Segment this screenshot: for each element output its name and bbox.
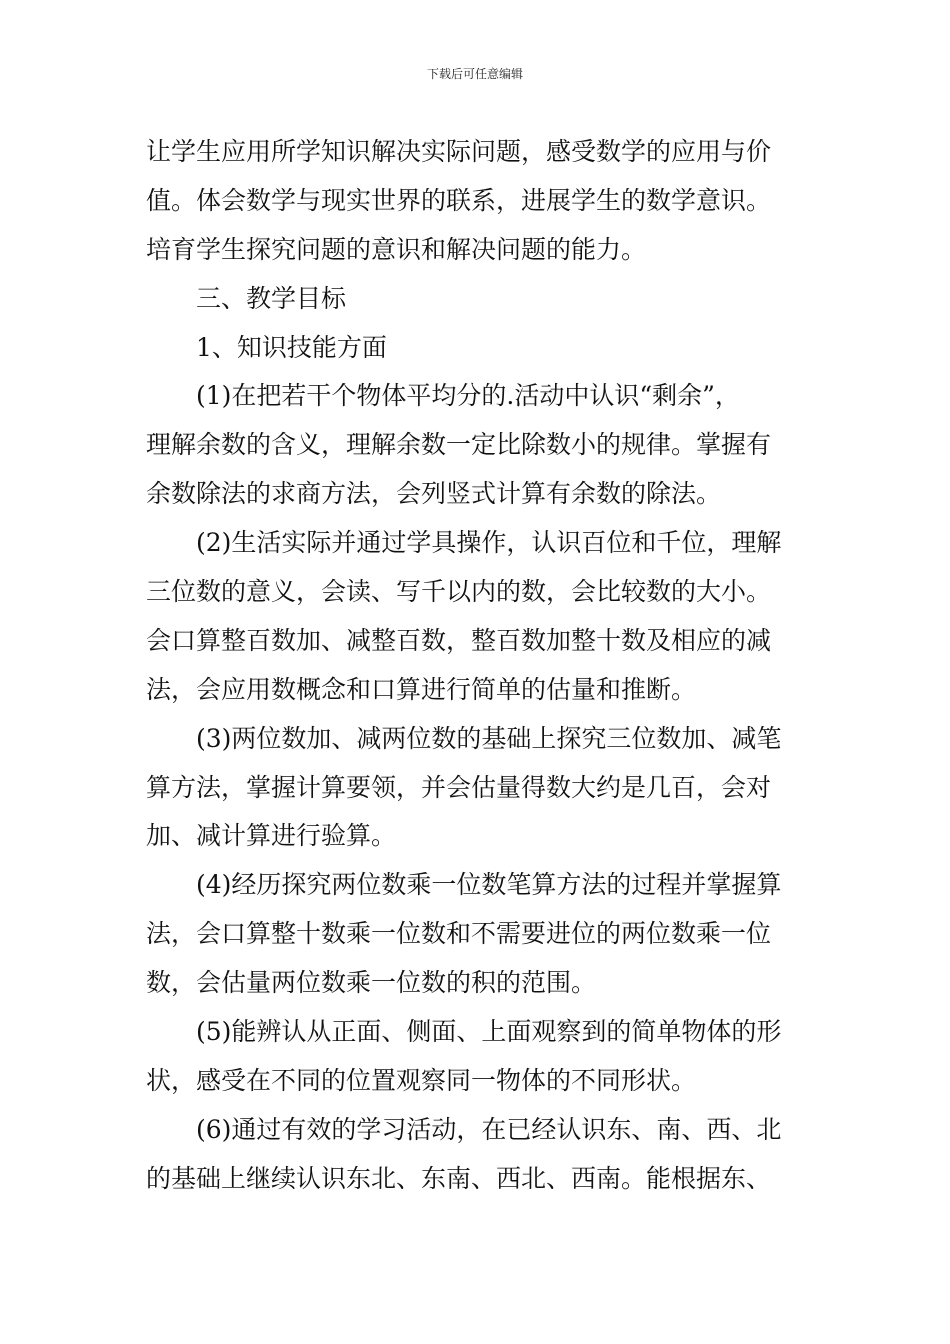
text-line: 会口算整百数加、减整百数，整百数加整十数及相应的减 [146,625,772,655]
text-line: 法，会应用数概念和口算进行简单的估量和推断。 [146,674,697,704]
text-line: (4)经历探究两位数乘一位数笔算方法的过程并掌握算 [196,870,782,900]
text-line: (6)通过有效的学习活动，在已经认识东、南、西、北 [196,1114,782,1144]
page-header: 下载后可任意编辑 [426,67,523,81]
text-line: 培育学生探究问题的意识和解决问题的能力。 [146,234,647,264]
text-line: (2)生活实际并通过学具操作，认识百位和千位，理解 [196,528,782,558]
text-line: 理解余数的含义，理解余数一定比除数小的规律。掌握有 [146,430,772,460]
text-line: (1)在把若干个物体平均分的.活动中认识“剩余”， [196,381,740,411]
section-heading: 三、教学目标 [196,283,347,313]
text-line: 值。体会数学与现实世界的联系，进展学生的数学意识。 [146,185,772,215]
text-line: 余数除法的求商方法，会列竖式计算有余数的除法。 [146,479,722,509]
subsection-heading: 1、知识技能方面 [196,332,387,362]
text-line: 法，会口算整十数乘一位数和不需要进位的两位数乘一位 [146,919,772,949]
text-line: 算方法，掌握计算要领，并会估量得数大约是几百，会对 [146,772,772,802]
text-line: 加、减计算进行验算。 [146,821,397,851]
text-line: 让学生应用所学知识解决实际问题，感受数学的应用与价 [146,137,772,166]
document-body [146,128,810,1204]
text-line: 数，会估量两位数乘一位数的积的范围。 [146,968,597,998]
text-line: (5)能辨认从正面、侧面、上面观察到的简单物体的形 [196,1017,782,1047]
text-line: 三位数的意义，会读、写千以内的数，会比较数的大小。 [146,577,772,607]
text-line: 状，感受在不同的位置观察同一物体的不同形状。 [146,1065,697,1095]
text-line: 的基础上继续认识东北、东南、西北、西南。能根据东、 [146,1163,772,1193]
text-line: (3)两位数加、减两位数的基础上探究三位数加、减笔 [196,723,782,753]
